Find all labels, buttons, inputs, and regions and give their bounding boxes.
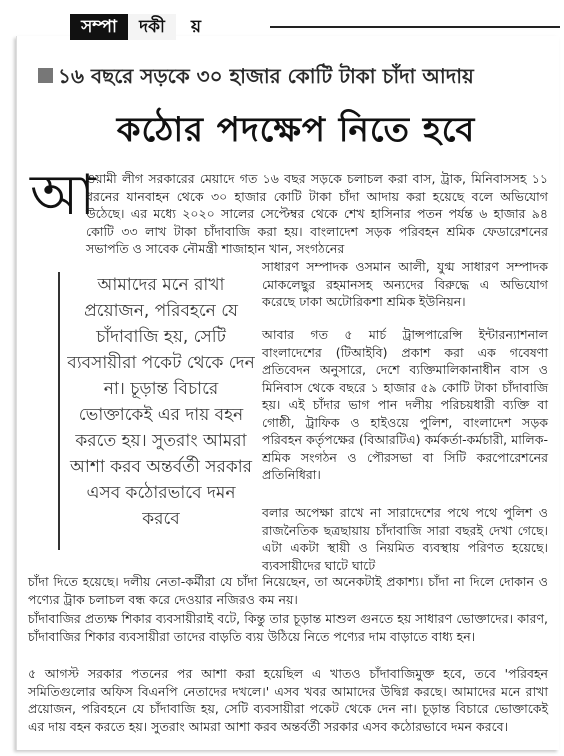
paragraph-1: ওয়ামী লীগ সরকারের মেয়াদে গত ১৬ বছর সড়কে চলাচল করা বাস, ট্রাক, মিনিবাসসহ ১১ ধরনের যানবাহন থেকে ৩০ হাজার কোটি টাকা চাঁদা আদায় করা হয়েছে বলে অভিযোগ উঠেছে। এর মধ্যে ২০২০ সালের সেপ্টেম্বর থেকে শেখ হাসিনার পতন পর্যন্ত ৬ হাজার ৯৪ কোটি ৩৩ লাখ টাকা চাঁদাবাজি করা হয়। বাংলাদেশ সড়ক পরিবহন শ্রমিক ফেডারেশনের সভাপতি ও সাবেক নৌমন্ত্রী শাজাহান খান, সংগঠনের [86,171,548,256]
header-rule [270,26,560,28]
section-label-part-1: সম্পা [70,14,128,40]
kicker [38,62,558,92]
pull-quote [58,272,256,550]
pull-quote-text: আমাদের মনে রাখা প্রয়োজন, পরিবহনে যে চাঁদাবাজি হয়, সেটি ব্যবসায়ীরা পকেট থেকে দেন না। চূড়ান্ত বিচারে ভোক্তাকেই এর দায় বহন করতে হয়। সুতরাং আমরা আশা করব অন্তর্বর্তী সরকার এসব কঠোরভাবে দমন করবে [67,275,255,529]
kicker-text: ১৬ বছরে সড়কে ৩০ হাজার কোটি টাকা চাঁদা আদায় [58,64,474,88]
paragraph-2: সাধারণ সম্পাদক ওসমান আলী, যুগ্ম সাধারণ সম্পাদক মোকলেছুর রহমানসহ অন্যদের বিরুদ্ধে এ অভিযোগ করেছে ঢাকা অটোরিকশা শ্রমিক ইউনিয়ন। [262,259,548,309]
paragraph-5: চাঁদা দিতে হয়েছে। দলীয় নেতা-কর্মীরা যে চাঁদা নিয়েছেন, তা অনেকটাই প্রকাশ্য। চাঁদা না দিলে দোকান ও পণ্যের ট্রাক চলাচল বন্ধ করে দেওয়ার নজিরও কম নয়। [28,574,548,607]
headline: কঠোর পদক্ষেপ নিতে হবে [116,110,476,150]
kicker-square-icon [38,68,53,83]
paragraph-6: চাঁদাবাজির প্রত্যক্ষ শিকার ব্যবসায়ীরাই বটে, কিন্তু তার চূড়ান্ত মাশুল গুনতে হয় সাধারণ ভোক্তাদের। কারণ, চাঁদাবাজির শিকার ব্যবসায়ীরা তাদের বাড়তি ব্যয় উঠিয়ে নিতে পণ্যের দাম বাড়াতে বাধ্য হন। [28,611,548,644]
paragraph-3: আবার গত ৫ মার্চ ট্রান্সপারেন্সি ইন্টারন্যাশনাল বাংলাদেশের (টিআইবি) প্রকাশ করা এক গবেষণা প্রতিবেদন অনুসারে, দেশে ব্যক্তিমালিকানাধীন বাস ও মিনিবাস থেকে বছরে ১ হাজার ৫৯ কোটি টাকা চাঁদাবাজি হয়। এই চাঁদার ভাগ পান দলীয় পরিচয়ধারী ব্যক্তি বা গোষ্ঠী, ট্রাফিক ও হাইওয়ে পুলিশ, বাংলাদেশ সড়ক পরিবহন কর্তৃপক্ষের (বিআরটিএ) কর্মকর্তা-কর্মচারী, মালিক-শ্রমিক সংগঠন ও পৌরসভা বা সিটি করপোরেশনের প্রতিনিধিরা। [262,327,548,482]
pull-quote-bar [58,272,60,550]
paragraph-4: বলার অপেক্ষা রাখে না সারাদেশের পথে পথে পুলিশ ও রাজনৈতিক ছত্রছায়ায় চাঁদাবাজি সারা বছরই দেখা গেছে। এটা একটা স্থায়ী ও নিয়মিত ব্যবস্থায় পরিণত হয়েছে। ব্যবসায়ীদের ঘাটে ঘাটে [262,505,548,573]
section-header [60,14,560,42]
dropcap: আ [30,163,96,228]
section-label-part-3: য় [190,17,201,37]
section-label-part-2: দকী [128,14,176,40]
paragraph-7: ৫ আগস্ট সরকার পতনের পর আশা করা হয়েছিল এ খাতও চাঁদাবাজিমুক্ত হবে, তবে 'পরিবহন সমিতিগুলোর অফিস বিএনপি নেতাদের দখলে।' এসব খবর আমাদের উদ্বিগ্ন করছে। আমাদের মনে রাখা প্রয়োজন, পরিবহনে যে চাঁদাবাজি হয়, সেটি ব্যবসায়ীরা পকেট থেকে দেন না। চূড়ান্ত বিচারে ভোক্তাকেই এর দায় বহন করতে হয়। সুতরাং আমরা আশা করব অন্তর্বর্তী সরকার এসব কঠোরভাবে দমন করবে। [28,666,548,734]
